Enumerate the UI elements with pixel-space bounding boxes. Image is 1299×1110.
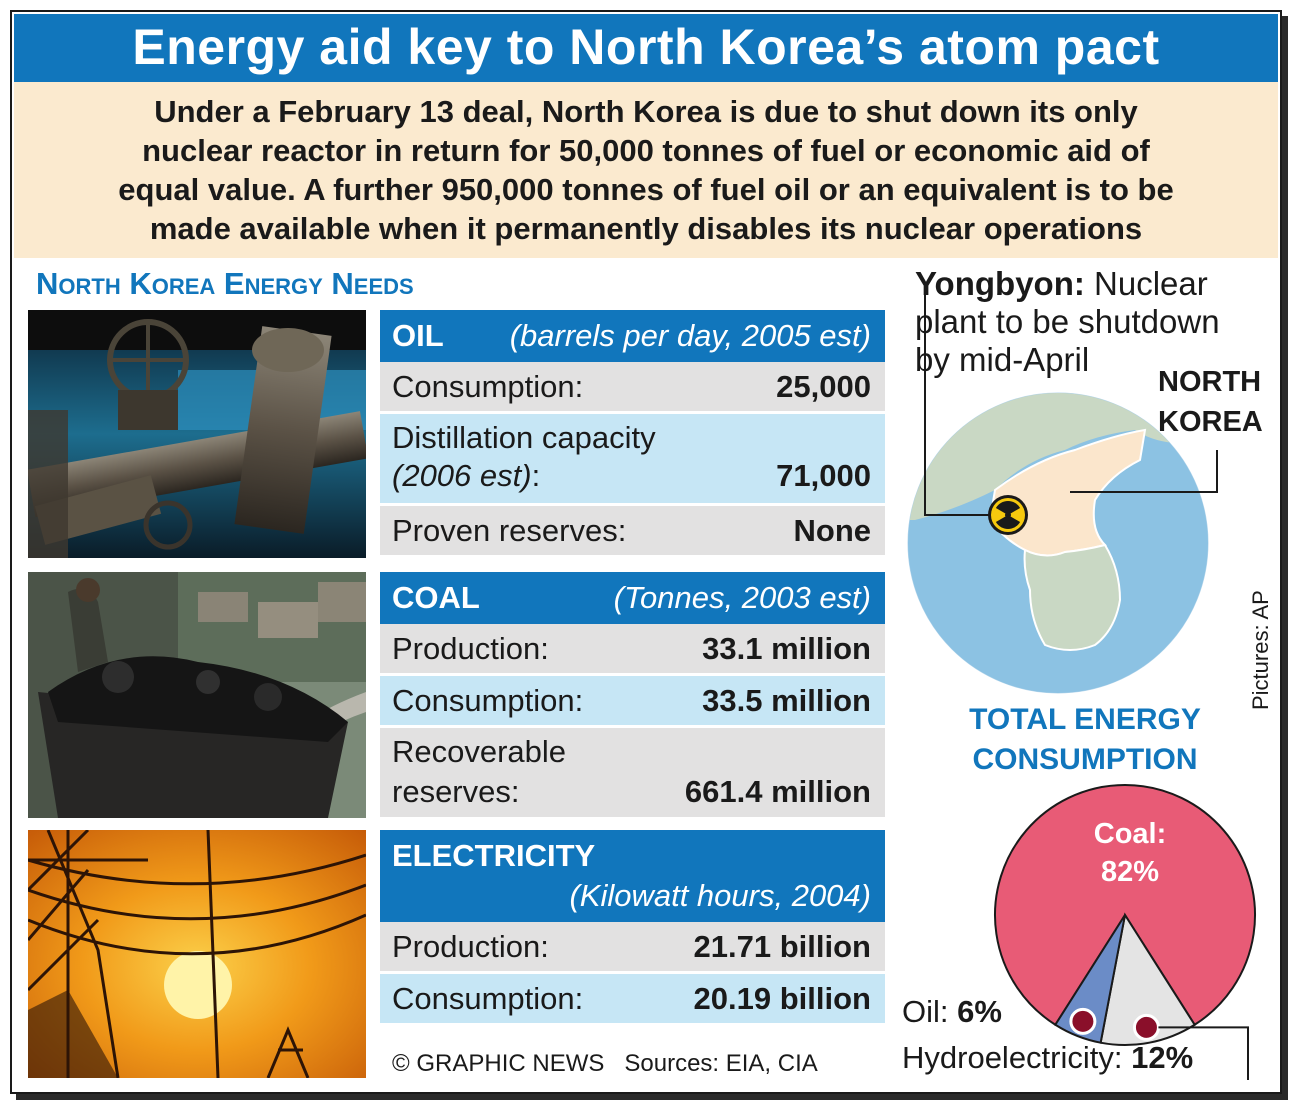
- row-label-suffix: :: [531, 458, 541, 493]
- intro-line: nuclear reactor in return for 50,000 tonnes of fuel or economic aid of: [142, 133, 1150, 168]
- chart-title: [905, 700, 1265, 780]
- row-label-note: (2006 est): [392, 458, 532, 493]
- coal-title: COAL: [392, 580, 480, 615]
- photo-credit: Pictures: AP: [1248, 590, 1273, 710]
- row-label: Consumption:: [392, 981, 584, 1016]
- oil-row-reserves: [380, 506, 885, 558]
- chart-title-text: TOTAL ENERGY CONSUMPTION: [969, 703, 1201, 776]
- slice-value: 6%: [957, 994, 1002, 1029]
- hydro-slice-marker: [1134, 1015, 1158, 1039]
- electricity-row-production: [380, 922, 885, 974]
- row-value: 20.19 billion: [693, 981, 871, 1016]
- row-value: 25,000: [776, 369, 871, 404]
- intro-line: equal value. A further 950,000 tonnes of fuel oil or an equivalent is to be: [118, 172, 1174, 207]
- place-desc: Nuclear: [1094, 265, 1208, 302]
- row-label: Distillation capacity: [392, 420, 656, 455]
- row-label: Proven reserves:: [392, 513, 627, 548]
- oil-unit: (barrels per day, 2005 est): [509, 318, 871, 353]
- intro-line: made available when it permanently disables its nuclear operations: [149, 211, 1143, 246]
- oil-row-consumption: [380, 362, 885, 414]
- coal-row-consumption: [380, 676, 885, 728]
- slice-value: 82%: [1100, 856, 1160, 888]
- electricity-table-header: [380, 830, 885, 922]
- coal-row-production: [380, 624, 885, 676]
- coal-cart-illustration: [28, 572, 366, 818]
- section-title: [36, 266, 414, 302]
- country-label: NORTH: [1158, 366, 1262, 398]
- slice-label: Coal:: [1093, 818, 1167, 850]
- intro-line: Under a February 13 deal, North Korea is due to shut down its only: [154, 94, 1138, 129]
- place-name: Yongbyon:: [915, 265, 1085, 302]
- coal-unit: (Tonnes, 2003 est): [613, 580, 871, 615]
- hydro-slice-label: [902, 1040, 1193, 1076]
- oil-table-header: [380, 310, 885, 362]
- north-korea-label: [1158, 362, 1263, 442]
- radiation-icon: [988, 495, 1028, 535]
- coal-slice-label: [1060, 815, 1200, 891]
- south-korea-land: [1025, 545, 1120, 650]
- row-value: 71,000: [776, 458, 871, 493]
- place-desc: plant to be shutdown: [915, 303, 1220, 340]
- slice-label: Oil:: [902, 994, 949, 1029]
- country-label: KOREA: [1158, 406, 1263, 438]
- power-lines-sunset-photo: [28, 830, 366, 1078]
- row-value: 33.1 million: [702, 631, 871, 666]
- electricity-row-consumption: [380, 974, 885, 1026]
- source-footer: © GRAPHIC NEWS Sources: EIA, CIA: [392, 1050, 818, 1077]
- oil-pipes-photo: [28, 310, 366, 558]
- power-lines-illustration: [28, 830, 366, 1078]
- row-value: None: [793, 513, 871, 548]
- intro-text: [14, 82, 1278, 258]
- oil-slice-marker: [1071, 1009, 1095, 1033]
- row-value: 21.71 billion: [693, 929, 871, 964]
- slice-label: Hydroelectricity:: [902, 1040, 1123, 1075]
- oil-row-distillation: [380, 414, 885, 506]
- coal-table-header: [380, 572, 885, 624]
- row-label-sub: [392, 458, 540, 494]
- page-title: Energy aid key to North Korea’s atom pact: [14, 14, 1278, 82]
- row-value: 33.5 million: [702, 683, 871, 718]
- oil-slice-label: [902, 994, 1002, 1030]
- row-label-sub: reserves:: [392, 774, 520, 809]
- electricity-unit: (Kilowatt hours, 2004): [569, 878, 871, 913]
- place-desc: by mid-April: [915, 341, 1090, 378]
- oil-pipes-illustration: [28, 310, 366, 558]
- section-title-text: North Korea Energy Needs: [36, 266, 414, 301]
- row-label: Consumption:: [392, 369, 584, 404]
- slice-value: 12%: [1131, 1040, 1194, 1075]
- electricity-title: ELECTRICITY: [392, 838, 596, 873]
- row-value: 661.4 million: [684, 774, 871, 809]
- row-label: Production:: [392, 929, 549, 964]
- coal-cart-photo: [28, 572, 366, 818]
- oil-title: OIL: [392, 318, 444, 353]
- coal-row-reserves: [380, 728, 885, 820]
- row-label: Consumption:: [392, 683, 584, 718]
- row-label: Production:: [392, 631, 549, 666]
- row-label: Recoverable: [392, 734, 567, 769]
